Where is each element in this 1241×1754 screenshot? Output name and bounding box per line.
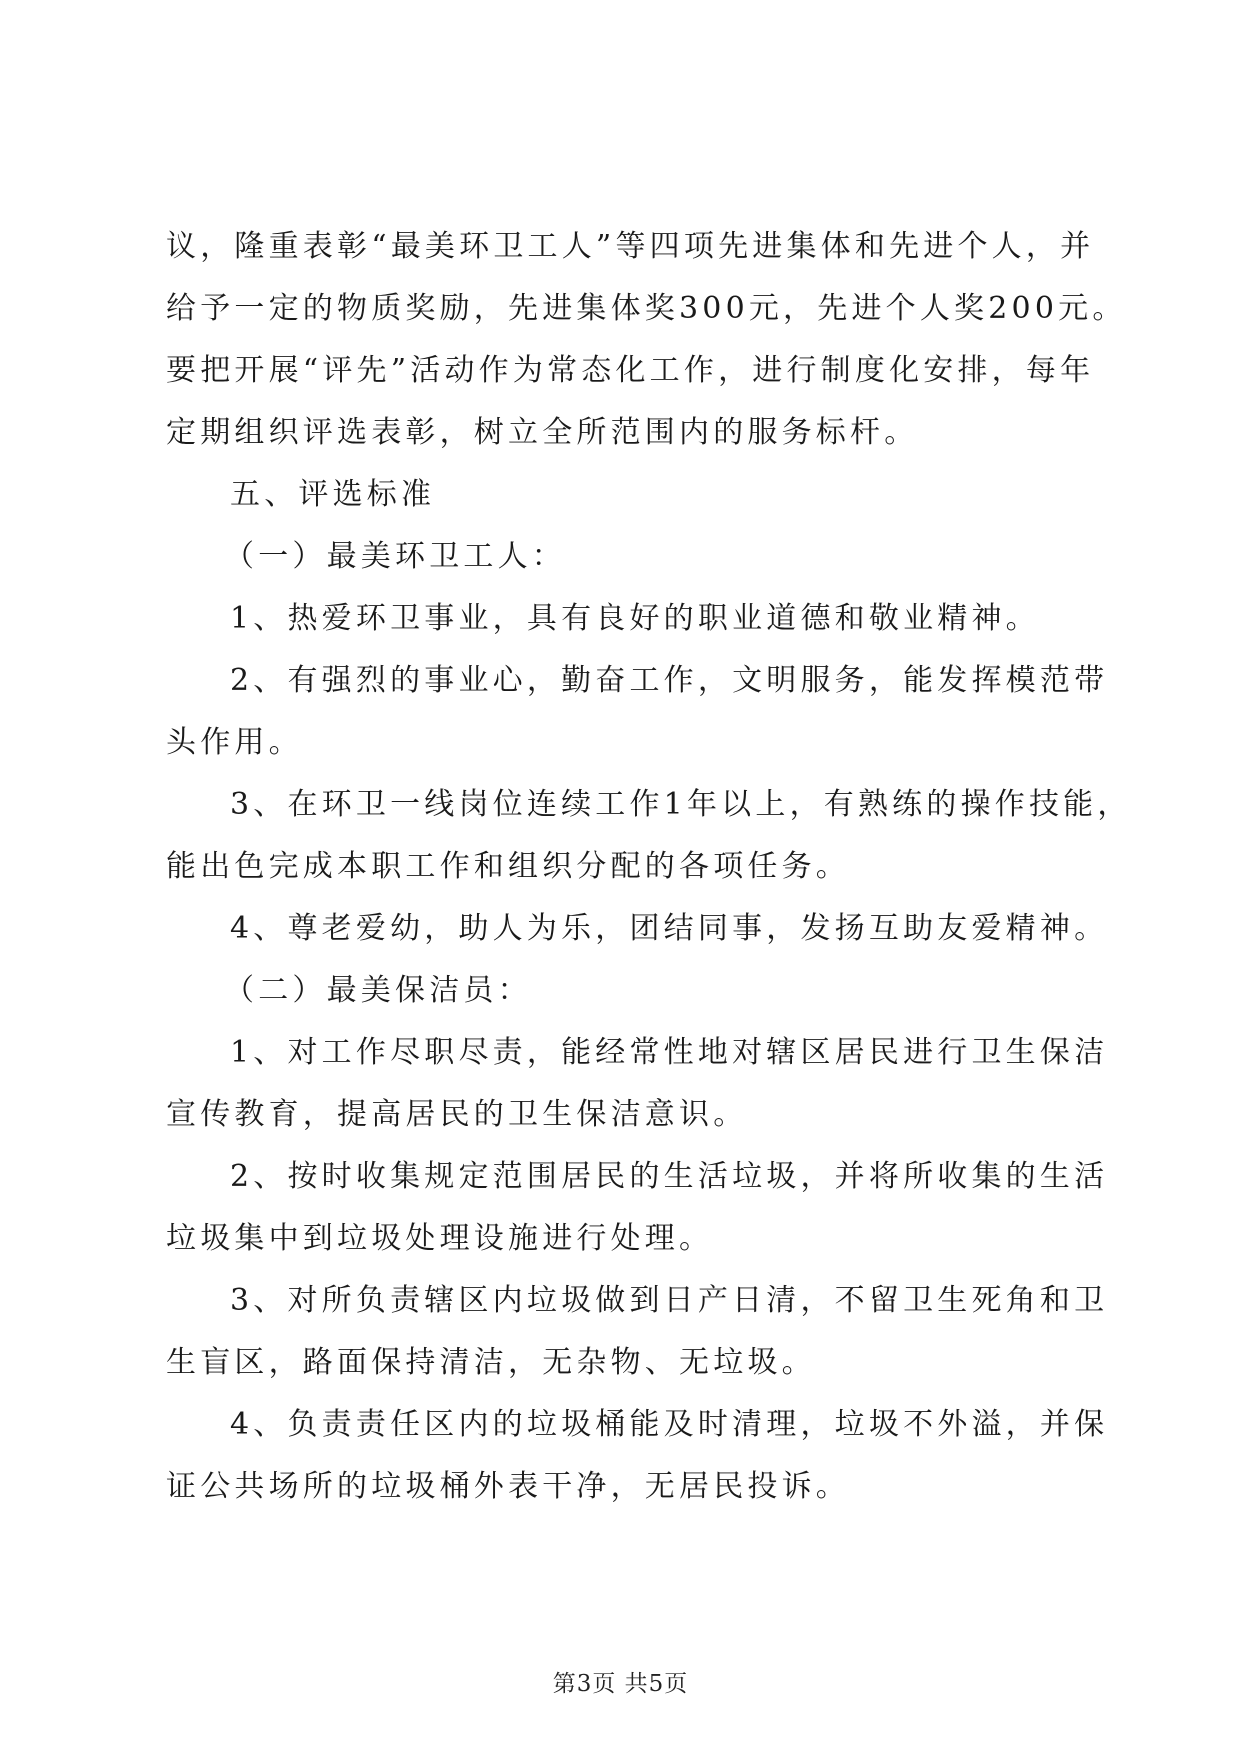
list-item-continuation: 能出色完成本职工作和组织分配的各项任务。 xyxy=(166,849,850,884)
list-item: 3、在环卫一线岗位连续工作1年以上，有熟练的操作技能， xyxy=(230,787,1132,822)
list-item-continuation: 宣传教育，提高居民的卫生保洁意识。 xyxy=(166,1097,748,1132)
list-item: 3、对所负责辖区内垃圾做到日产日清，不留卫生死角和卫 xyxy=(230,1283,1109,1318)
subsection-heading: （二）最美保洁员： xyxy=(224,973,532,1008)
page-number-footer: 第3页 共5页 xyxy=(552,1671,689,1697)
list-item-continuation: 生盲区，路面保持清洁，无杂物、无垃圾。 xyxy=(166,1345,816,1380)
list-item: 2、有强烈的事业心，勤奋工作，文明服务，能发挥模范带 xyxy=(230,663,1109,698)
list-item-continuation: 证公共场所的垃圾桶外表干净，无居民投诉。 xyxy=(166,1469,850,1504)
list-item: 4、负责责任区内的垃圾桶能及时清理，垃圾不外溢，并保 xyxy=(230,1407,1109,1442)
list-item: 2、按时收集规定范围居民的生活垃圾，并将所收集的生活 xyxy=(230,1159,1109,1194)
list-item-continuation: 垃圾集中到垃圾处理设施进行处理。 xyxy=(166,1221,714,1256)
paragraph-line: 议，隆重表彰“最美环卫工人”等四项先进集体和先进个人，并 xyxy=(166,229,1095,264)
list-item: 1、热爱环卫事业，具有良好的职业道德和敬业精神。 xyxy=(230,601,1040,636)
section-heading: 五、评选标准 xyxy=(230,477,436,512)
list-item: 1、对工作尽职尽责，能经常性地对辖区居民进行卫生保洁 xyxy=(230,1035,1109,1070)
subsection-heading: （一）最美环卫工人： xyxy=(224,539,566,574)
list-item-continuation: 头作用。 xyxy=(166,725,303,760)
paragraph-line: 定期组织评选表彰，树立全所范围内的服务标杆。 xyxy=(166,415,919,450)
paragraph-line: 给予一定的物质奖励，先进集体奖300元，先进个人奖200元。 xyxy=(166,291,1127,326)
list-item: 4、尊老爱幼，助人为乐，团结同事，发扬互助友爱精神。 xyxy=(230,911,1109,946)
paragraph-line: 要把开展“评先”活动作为常态化工作，进行制度化安排，每年 xyxy=(166,353,1095,388)
